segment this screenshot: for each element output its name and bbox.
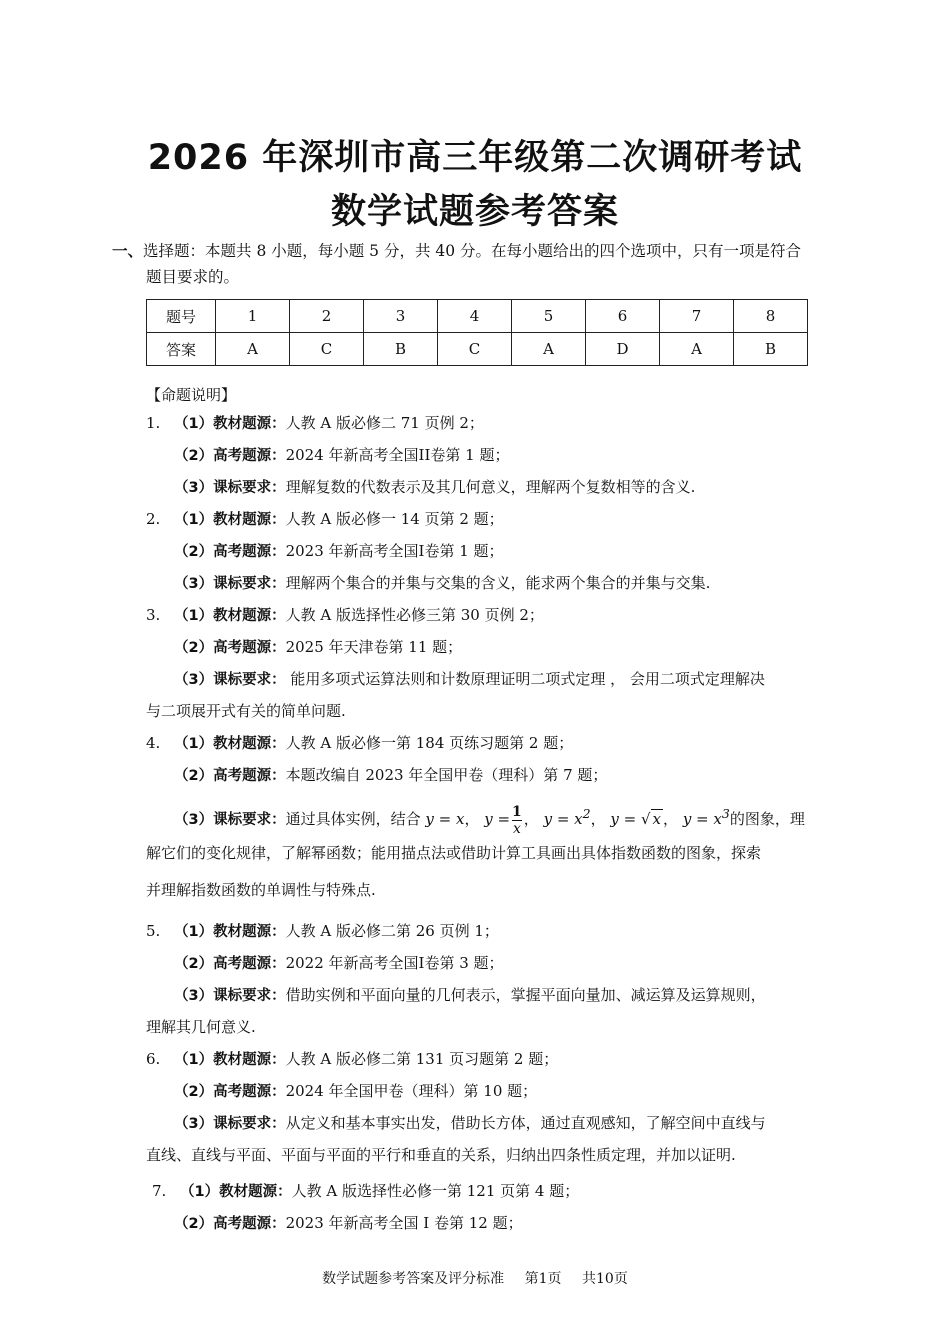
table-header-cell: 题号 [147,300,216,333]
answer-cell: B [734,333,808,366]
note-heading: 【命题说明】 [146,386,237,404]
q3-textbook-line: 3. （1）教材题源：人教 A 版选择性必修三第 30 页例 2； [146,606,544,624]
question-number-cell: 8 [734,300,808,333]
q2-textbook-line: 2. （1）教材题源：人教 A 版必修一 14 页第 2 题； [146,510,504,528]
q1-gaokao-line: （2）高考题源：2024 年新高考全国II卷第 1 题； [174,446,510,464]
section-number: 一、 [112,241,144,260]
q4-textbook-line: 4. （1）教材题源：人教 A 版必修一第 184 页练习题第 2 题； [146,734,574,752]
q2-gaokao-line: （2）高考题源：2023 年新高考全国I卷第 1 题； [174,542,504,560]
question-number-cell: 5 [512,300,586,333]
q3-standard-line: （3）课标要求： 能用多项式运算法则和计数原理证明二项式定理 ， 会用二项式定理解决 [174,670,765,688]
question-number-cell: 3 [364,300,438,333]
answer-cell: C [290,333,364,366]
q6-standard-line: （3）课标要求：从定义和基本事实出发，借助长方体，通过直观感知，了解空间中直线与 [174,1114,766,1132]
q5-standard-line: （3）课标要求：借助实例和平面向量的几何表示，掌握平面向量加、减运算及运算规则， [174,986,766,1004]
table-row [147,333,808,366]
page-footer [0,1268,950,1288]
q7-gaokao-line: （2）高考题源：2023 年新高考全国 I 卷第 12 题； [174,1214,523,1232]
q1-textbook-line: 1. （1）教材题源：人教 A 版必修二 71 页例 2； [146,414,484,432]
question-number-cell: 1 [216,300,290,333]
q7-textbook-line: 7. （1）教材题源：人教 A 版选择性必修一第 121 页第 4 题； [152,1182,580,1200]
question-number-cell: 4 [438,300,512,333]
radical-icon: √ [640,810,651,828]
section-1-heading [112,238,842,290]
formula-sqrt-x: y = √ x [610,810,662,828]
q4-standard-line: （3）课标要求：通过具体实例，结合 y = x， y = $\frac{1}{x}$ ， $y = x^2$， y = √ x ， $y = x^3$的图象，理 [174,803,805,837]
q6-gaokao-line: （2）高考题源：2024 年全国甲卷（理科）第 10 题； [174,1082,538,1100]
footer-page-number: 第1页 [524,1271,562,1287]
q2-standard-line: （3）课标要求：理解两个集合的并集与交集的含义，能求两个集合的并集与交集. [174,574,711,592]
answer-cell: B [364,333,438,366]
question-number-cell: 2 [290,300,364,333]
footer-doc-title: 数学试题参考答案及评分标准 [322,1271,505,1287]
table-row [147,300,808,333]
fraction-1-over-x: $\frac{1}{x}$ [512,803,522,837]
q4-standard-cont-2: 并理解指数函数的单调性与特殊点. [146,881,376,899]
formula-x-squared: $y = x^2$ [543,806,591,828]
q4-gaokao-line: （2）高考题源：本题改编自 2023 年全国甲卷（理科）第 7 题； [174,766,608,784]
question-number-cell: 6 [586,300,660,333]
formula-x-cubed: $y = x^3$ [682,806,730,828]
answer-table [146,299,808,366]
answer-cell: D [586,333,660,366]
formula-y-x: y = x [425,810,465,828]
q6-textbook-line: 6. （1）教材题源：人教 A 版必修二第 131 页习题第 2 题； [146,1050,559,1068]
answer-cell: A [216,333,290,366]
q4-standard-cont-1: 解它们的变化规律，了解幂函数；能用描点法或借助计算工具画出具体指数函数的图象，探索 [146,844,762,862]
question-number-cell: 7 [660,300,734,333]
answer-cell: A [660,333,734,366]
answer-cell: C [438,333,512,366]
q5-textbook-line: 5. （1）教材题源：人教 A 版必修二第 26 页例 1； [146,922,499,940]
table-header-cell: 答案 [147,333,216,366]
title-line-1: 2026 年深圳市高三年级第二次调研考试 [147,138,803,178]
q5-standard-cont: 理解其几何意义. [146,1018,256,1036]
q3-gaokao-line: （2）高考题源：2025 年天津卷第 11 题； [174,638,463,656]
answer-cell: A [512,333,586,366]
title-line-2: 数学试题参考答案 [330,192,619,232]
q5-gaokao-line: （2）高考题源：2022 年新高考全国I卷第 3 题； [174,954,504,972]
q3-standard-cont: 与二项展开式有关的简单问题. [146,702,346,720]
q6-standard-cont: 直线、直线与平面、平面与平面的平行和垂直的关系，归纳出四条性质定理，并加以证明. [146,1146,736,1164]
section-text-1: 选择题：本题共 8 小题，每小题 5 分，共 40 分。在每小题给出的四个选项中，只有一项是符合 [143,242,802,260]
footer-page-total: 共10页 [582,1271,628,1287]
section-text-2: 题目要求的。 [146,268,240,286]
formula-reciprocal-lhs: y = [484,810,511,828]
q1-standard-line: （3）课标要求：理解复数的代数表示及其几何意义，理解两个复数相等的含义. [174,478,696,496]
